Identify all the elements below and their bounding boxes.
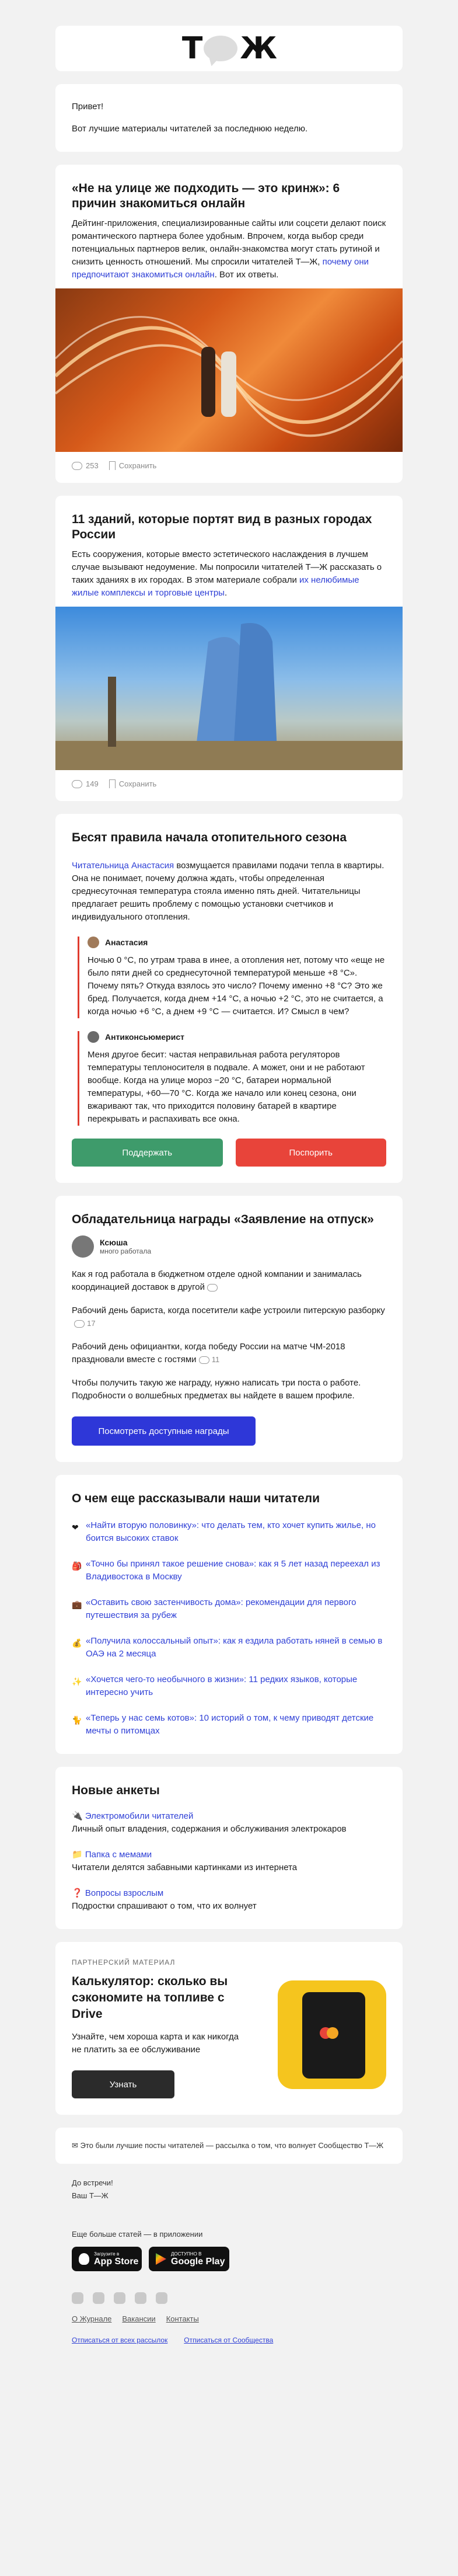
article-inline-link[interactable]: почему они предпочитают знакомиться онлайн bbox=[72, 257, 369, 280]
user-name: Ксюша bbox=[100, 1238, 128, 1247]
list-item[interactable] bbox=[72, 1810, 386, 1836]
survey-link[interactable]: Папка с мемами bbox=[85, 1850, 152, 1860]
footer-note-text: Это были лучшие посты читателей — рассылка о том, что волнует Сообщество Т—Ж bbox=[80, 2141, 384, 2150]
appstore-small: Загрузите в bbox=[94, 2251, 120, 2257]
greeting-intro: Вот лучшие материалы читателей за последнюю неделю. bbox=[72, 124, 308, 134]
comment-icon bbox=[72, 780, 82, 788]
towers-illustration bbox=[55, 607, 403, 770]
article-meta bbox=[72, 461, 386, 470]
vacancies-link[interactable]: Вакансии bbox=[122, 2314, 156, 2323]
article-tail: . bbox=[224, 588, 228, 598]
comments-number: 11 bbox=[211, 1355, 220, 1364]
story-link[interactable]: «Оставить свою застенчивость дома»: рекомендации для первого путешествия за рубеж bbox=[86, 1597, 356, 1620]
article-title[interactable]: «Не на улице же подходить — это кринж»: 6 причин знакомиться онлайн bbox=[72, 182, 340, 210]
article-text bbox=[72, 217, 386, 281]
comments-number: 149 bbox=[86, 779, 99, 788]
award-post[interactable] bbox=[72, 1304, 386, 1330]
agree-button[interactable]: Поддержать bbox=[72, 1139, 223, 1167]
post-title: Рабочий день бариста, когда посетители кафе устроили питерскую разборку bbox=[72, 1306, 385, 1315]
mail-icon: ✉ bbox=[72, 2141, 78, 2150]
survey-desc: Читатели делятся забавными картинками из интернета bbox=[72, 1863, 298, 1872]
author-name: Антиконсьюмерист bbox=[105, 1032, 184, 1042]
list-item[interactable] bbox=[72, 1558, 386, 1583]
story-link[interactable]: «Найти вторую половинку»: что делать тем, кто хочет купить жилье, но боится высоких ставок bbox=[86, 1520, 376, 1543]
comment-icon bbox=[72, 462, 82, 470]
discussion-body: возмущается правилами подачи тепла в квартиры. Она не понимает, почему должна ждать, чтобы определенная среднесуточная температура стояла именно пять дней. Читательницы предлагает решить проблему с помощью установки счетчиков и индивидуального отопления. bbox=[72, 861, 384, 922]
list-item[interactable] bbox=[72, 1849, 386, 1874]
telegram-icon[interactable] bbox=[93, 2292, 104, 2304]
logo-letter-t: Т bbox=[181, 31, 202, 66]
article-title[interactable]: 11 зданий, которые портят вид в разных городах России bbox=[72, 513, 372, 541]
list-item[interactable] bbox=[72, 1519, 386, 1545]
unsubscribe-all-link[interactable]: Отписаться от всех рассылок bbox=[72, 2336, 168, 2344]
heart-icon: ❤ bbox=[72, 1523, 79, 1532]
partner-title[interactable]: Калькулятор: сколько вы сэкономите на топливе с Drive bbox=[72, 1975, 228, 2021]
app-store-button[interactable] bbox=[72, 2247, 142, 2271]
comment-author bbox=[88, 1031, 386, 1043]
unsubscribe-community-link[interactable]: Отписаться от Сообщества bbox=[184, 2336, 274, 2344]
money-icon: 💰 bbox=[72, 1638, 82, 1648]
comments-count[interactable] bbox=[72, 461, 99, 470]
survey-desc: Личный опыт владения, содержания и обслуживания электрокаров bbox=[72, 1824, 347, 1834]
comment-quote bbox=[78, 1031, 386, 1126]
argue-button[interactable]: Поспорить bbox=[236, 1139, 387, 1167]
post-title: Как я год работала в бюджетном отделе одной компании и занималась координацией доставок в другой bbox=[72, 1269, 362, 1292]
article-card-buildings bbox=[55, 496, 403, 801]
footer-links bbox=[72, 2314, 386, 2323]
signature: Ваш Т—Ж bbox=[72, 2191, 109, 2200]
discussion-text bbox=[72, 859, 386, 924]
partner-text: Узнайте, чем хороша карта и как никогда не платить за ее обслуживание bbox=[72, 2032, 239, 2055]
article-card-dating bbox=[55, 165, 403, 483]
comment-quote bbox=[78, 937, 386, 1018]
user-profile[interactable] bbox=[72, 1235, 386, 1258]
stories-card bbox=[55, 1475, 403, 1754]
award-outro: Чтобы получить такую же награду, нужно написать три поста о работе. Подробности о волшебных предметах вы найдете в вашем профиле. bbox=[72, 1378, 361, 1401]
unsubscribe-links bbox=[72, 2336, 386, 2344]
plug-icon: 🔌 bbox=[72, 1811, 83, 1821]
logo-letter-zh: Ж bbox=[240, 31, 277, 66]
apple-icon bbox=[79, 2253, 89, 2265]
save-button[interactable] bbox=[109, 461, 157, 470]
surveys-card bbox=[55, 1767, 403, 1929]
comments-count[interactable] bbox=[72, 779, 99, 788]
store-badges bbox=[72, 2247, 386, 2271]
view-awards-button[interactable]: Посмотреть доступные награды bbox=[72, 1416, 256, 1446]
comment-text: Ночью 0 °C, по утрам трава в инее, а отопления нет, потому что «еще не было пяти дней со среднесуточной температурой меньше +8 °C». Почему пять? Откуда взялось это число? Почему именно +8 °C? Это же бред. Получается, когда днем +14 °C, а ночью +2 °C, это не считается, а когда ночью +6 °C, а днем +9 °C — считается. И? Смысл в чем? bbox=[88, 955, 385, 1017]
greeting-hello: Привет! bbox=[72, 102, 104, 112]
story-link[interactable]: «Хочется чего-то необычного в жизни»: 11 редких языков, которые интересно учить bbox=[86, 1675, 358, 1697]
comments-number: 253 bbox=[86, 461, 99, 470]
logo-bubble-icon bbox=[204, 36, 237, 61]
about-link[interactable]: О Журнале bbox=[72, 2314, 112, 2323]
partner-card bbox=[55, 1942, 403, 2115]
list-item[interactable] bbox=[72, 1712, 386, 1738]
bookmark-icon bbox=[109, 779, 116, 788]
reader-link[interactable]: Читательница Анастасия bbox=[72, 861, 174, 871]
award-card bbox=[55, 1196, 403, 1462]
appstore-label: App Store bbox=[94, 2256, 139, 2267]
footer-note bbox=[72, 2139, 386, 2152]
bag-icon: 🎒 bbox=[72, 1561, 82, 1571]
story-link[interactable]: «Точно бы принял такое решение снова»: как я 5 лет назад переехал из Владивостока в Москву bbox=[86, 1559, 380, 1582]
x-icon[interactable] bbox=[135, 2292, 146, 2304]
award-title: Обладательница награды «Заявление на отпуск» bbox=[72, 1213, 374, 1226]
suitcase-icon: 💼 bbox=[72, 1600, 82, 1609]
signoff bbox=[55, 2177, 403, 2344]
vk-icon[interactable] bbox=[72, 2292, 83, 2304]
surveys-title: Новые анкеты bbox=[72, 1784, 160, 1797]
discussion-card-heating bbox=[55, 814, 403, 1183]
comment-text: Меня другое бесит: частая неправильная работа регуляторов температуры теплоносителя в подвале. А может, они и не работают вообще. Когда на улице мороз −20 °C, батареи нормальной температуры, +60—70 °C. Когда же начало или конец сезона, они вжаривают так, что приходится половину батарей в квартире перекрывать и распахивать все окна. bbox=[88, 1050, 365, 1124]
bookmark-icon bbox=[109, 461, 116, 470]
article-image-buildings[interactable] bbox=[55, 607, 403, 770]
survey-link[interactable]: Вопросы взрослым bbox=[85, 1888, 164, 1898]
star-icon: ✨ bbox=[72, 1677, 82, 1686]
avatar bbox=[88, 937, 99, 948]
bye-line: До встречи! bbox=[72, 2178, 113, 2187]
article-text bbox=[72, 548, 386, 600]
social-links bbox=[72, 2292, 386, 2304]
apps-label: Еще больше статей — в приложении bbox=[72, 2230, 203, 2239]
list-item[interactable] bbox=[72, 1887, 386, 1913]
learn-more-button[interactable]: Узнать bbox=[72, 2070, 174, 2098]
logo-card bbox=[55, 26, 403, 71]
article-body: Дейтинг-приложения, специализированные сайты или соцсети делают поиск романтического партнера более удобным. Впрочем, когда выбор среди потенциальных партнеров велик, онлайн-знакомства могут стать рутиной и снизить ценность отношений. Мы спросили читателей Т—Ж, bbox=[72, 218, 386, 267]
contacts-link[interactable]: Контакты bbox=[166, 2314, 199, 2323]
card-icon bbox=[302, 1992, 365, 2079]
fuel-card-illustration bbox=[278, 1980, 386, 2089]
comment-icon bbox=[74, 1320, 85, 1328]
article-tail: . Вот их ответы. bbox=[214, 270, 279, 280]
survey-desc: Подростки спрашивают о том, что их волнует bbox=[72, 1901, 257, 1911]
folder-icon: 📁 bbox=[72, 1850, 83, 1860]
partner-label: ПАРТНЕРСКИЙ МАТЕРИАЛ bbox=[72, 1958, 176, 1966]
greeting-card bbox=[55, 84, 403, 152]
award-post[interactable] bbox=[72, 1341, 386, 1366]
article-inline-link[interactable]: их нелюбимые жилые комплексы и торговые центры bbox=[72, 575, 359, 598]
comment-icon bbox=[199, 1356, 209, 1364]
list-item[interactable] bbox=[72, 1673, 386, 1699]
article-image-couple[interactable] bbox=[55, 288, 403, 452]
save-button[interactable] bbox=[109, 779, 157, 788]
gplay-small: ДОСТУПНО В bbox=[171, 2251, 202, 2257]
user-status: много работала bbox=[100, 1247, 152, 1255]
list-item[interactable] bbox=[72, 1596, 386, 1622]
story-link[interactable]: «Получила колоссальный опыт»: как я ездила работать няней в семью в ОАЭ на 2 месяца bbox=[86, 1636, 383, 1659]
comment-icon bbox=[207, 1284, 218, 1292]
gplay-label: Google Play bbox=[171, 2256, 225, 2267]
author-name: Анастасия bbox=[105, 938, 148, 947]
article-meta bbox=[72, 779, 386, 788]
post-title: Рабочий день официантки, когда победу России на матче ЧМ-2018 праздновали вместе с гостями bbox=[72, 1342, 345, 1364]
google-play-button[interactable] bbox=[149, 2247, 229, 2271]
light-trails-illustration bbox=[55, 288, 403, 452]
stories-title: О чем еще рассказывали наши читатели bbox=[72, 1492, 320, 1505]
save-label: Сохранить bbox=[118, 779, 157, 788]
tj-logo[interactable] bbox=[182, 31, 276, 66]
google-play-icon bbox=[156, 2253, 166, 2265]
discussion-title: Бесят правила начала отопительного сезона bbox=[72, 831, 347, 844]
avatar bbox=[72, 1235, 94, 1258]
save-label: Сохранить bbox=[118, 461, 157, 470]
list-item[interactable] bbox=[72, 1635, 386, 1661]
story-link[interactable]: «Теперь у нас семь котов»: 10 историй о том, к чему приводят детские мечты о питомцах bbox=[86, 1713, 374, 1736]
vote-buttons bbox=[72, 1139, 386, 1167]
footer-note-card bbox=[55, 2128, 403, 2164]
dzen-icon[interactable] bbox=[156, 2292, 167, 2304]
question-icon: ❓ bbox=[72, 1888, 83, 1898]
award-post[interactable] bbox=[72, 1268, 386, 1294]
comment-author bbox=[88, 937, 386, 948]
avatar bbox=[88, 1031, 99, 1043]
odnoklassniki-icon[interactable] bbox=[114, 2292, 125, 2304]
comments-number: 17 bbox=[87, 1319, 96, 1328]
cat-icon: 🐈 bbox=[72, 1715, 82, 1725]
article-body: Есть сооружения, которые вместо эстетического наслаждения в лучшем случае вызывают недоумение. Мы попросили читателей Т—Ж рассказать о таких зданиях в их городах. В этом материале собрали bbox=[72, 549, 382, 585]
survey-link[interactable]: Электромобили читателей bbox=[85, 1811, 194, 1821]
